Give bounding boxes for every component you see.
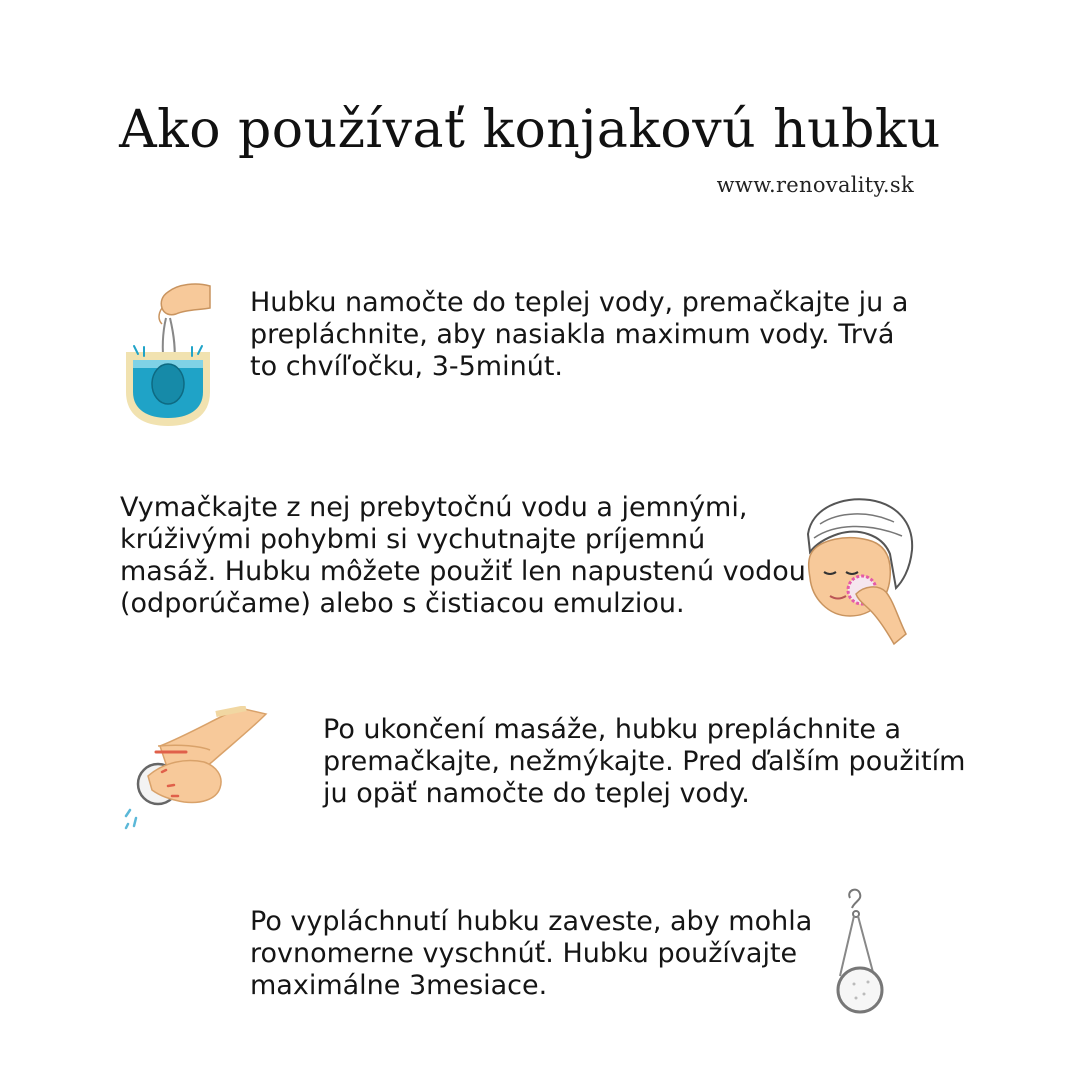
step-2-text: Vymačkajte z nej prebytočnú vodu a jemnými, krúživými pohybmi si vychutnajte príjemnú masáž. Hubku môžete použiť len napustenú vodou (odporúčame) alebo s čistiacou emulziou. [120,492,806,619]
sponge-in-water-bowl-icon [118,280,218,430]
face-massage-icon [798,494,920,646]
hanging-sponge-icon [828,884,894,1024]
website-url: www.renovality.sk [716,173,914,197]
step-3-text: Po ukončení masáže, hubku prepláchnite a premačkajte, nežmýkajte. Pred ďalším použitím ju opäť namočte do teplej vody. [323,714,966,809]
page-title: Ako používať konjakovú hubku [119,100,941,160]
step-4-text: Po vypláchnutí hubku zaveste, aby mohla rovnomerne vyschnúť. Hubku používajte maximálne 3mesiace. [250,906,813,1001]
step-1-text: Hubku namočte do teplej vody, premačkajte ju a prepláchnite, aby nasiakla maximum vody. Trvá to chvíľočku, 3-5minút. [250,287,909,382]
hand-squeezing-sponge-icon [120,706,270,834]
